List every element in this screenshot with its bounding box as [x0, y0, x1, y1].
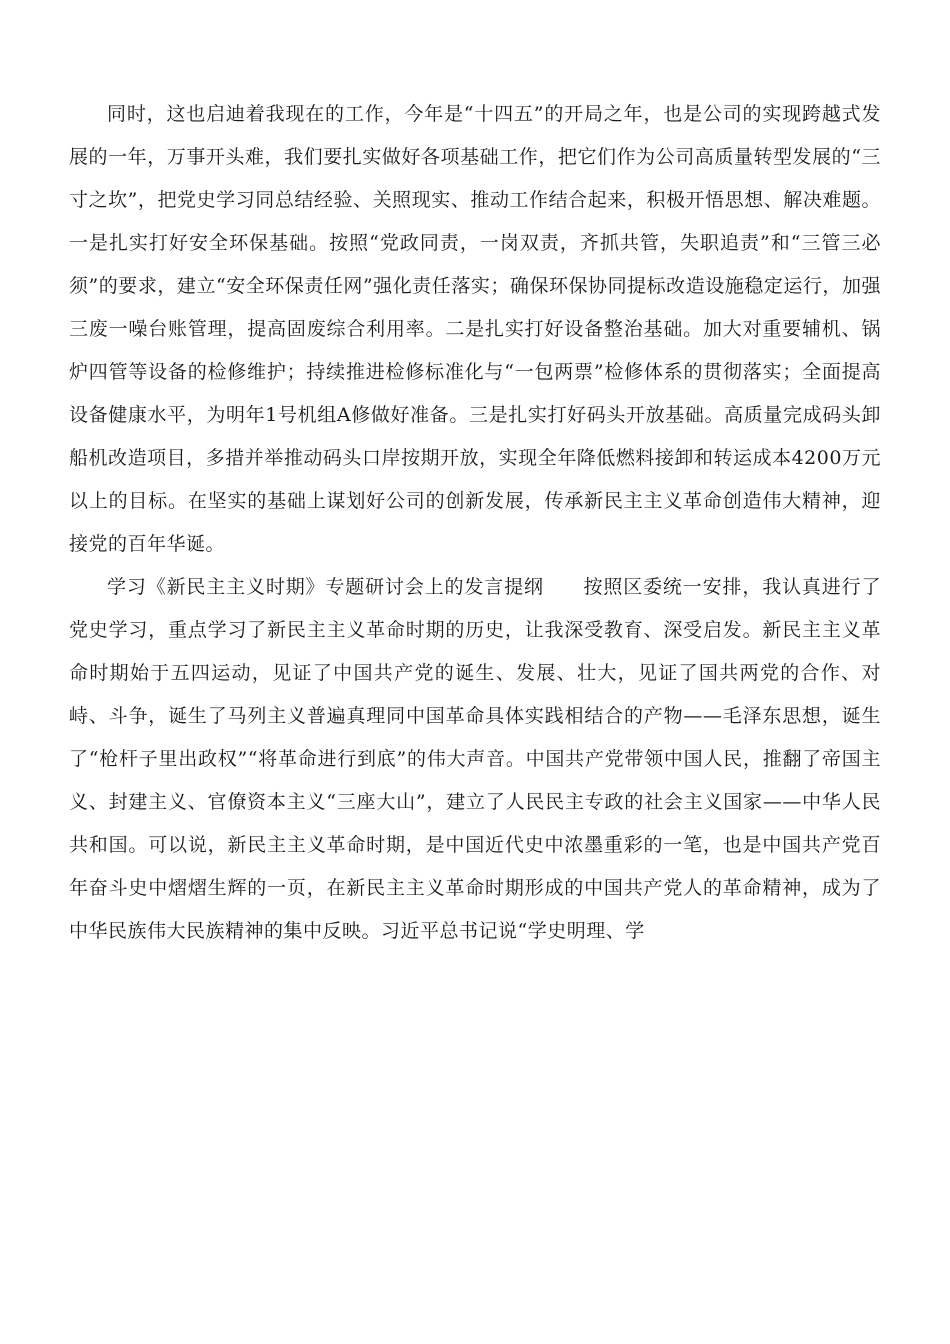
body-paragraph: 学习《新民主主义时期》专题研讨会上的发言提纲 按照区委统一安排，我认真进行了党史学习，重点学习了新民主主义革命时期的历史，让我深受教育、深受启发。新民主主义革命时期始于五四运动，见证了中国共产党的诞生、发展、壮大，见证了国共两党的合作、对峙、斗争，诞生了马列主义普遍真理同中国革命具体实践相结合的产物——毛泽东思想，诞生了“枪杆子里出政权”“将革命进行到底”的伟大声音。中国共产党带领中国人民，推翻了帝国主义、封建主义、官僚资本主义“三座大山”，建立了人民民主专政的社会主义国家——中华人民共和国。可以说，新民主主义革命时期，是中国近代史中浓墨重彩的一笔，也是中国共产党百年奋斗史中熠熠生辉的一页，在新民主主义革命时期形成的中国共产党人的革命精神，成为了中华民族伟大民族精神的集中反映。习近平总书记说“学史明理、学 — [69, 576, 881, 942]
document-page — [69, 93, 881, 953]
body-paragraph: 同时，这也启迪着我现在的工作，今年是“十四五”的开局之年，也是公司的实现跨越式发展的一年，万事开头难，我们要扎实做好各项基础工作，把它们作为公司高质量转型发展的“三寸之坎”，把党史学习同总结经验、关照现实、推动工作结合起来，积极开悟思想、解决难题。一是扎实打好安全环保基础。按照“党政同责，一岗双责，齐抓共管，失职追责”和“三管三必须”的要求，建立“安全环保责任网”强化责任落实；确保环保协同提标改造设施稳定运行，加强三废一噪台账管理，提高固废综合利用率。二是扎实打好设备整治基础。加大对重要辅机、锅炉四管等设备的检修维护；持续推进检修标准化与“一包两票”检修体系的贯彻落实；全面提高设备健康水平，为明年1号机组A修做好准备。三是扎实打好码头开放基础。高质量完成码头卸船机改造项目，多措并举推动码头口岸按期开放，实现全年降低燃料接卸和转运成本4200万元以上的目标。在坚实的基础上谋划好公司的创新发展，传承新民主主义革命创造伟大精神，迎接党的百年华诞。 — [69, 103, 881, 555]
